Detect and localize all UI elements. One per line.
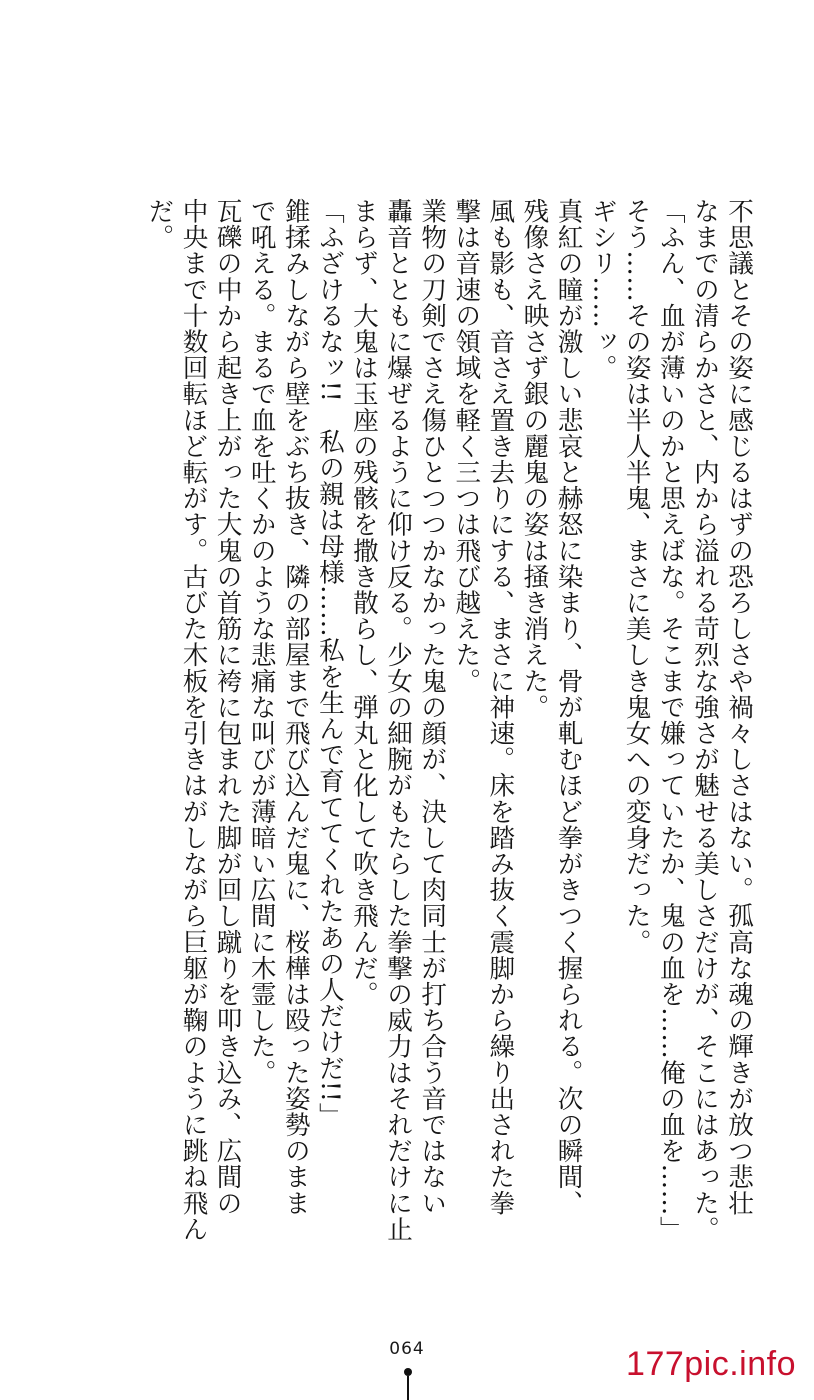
text-line: 錐揉みしながら壁をぶち抜き、隣の部屋まで飛び込んだ鬼に、桜樺は殴った姿勢のまま bbox=[280, 198, 311, 1216]
text-line: 残像さえ映さず銀の麗鬼の姿は掻き消えた。 bbox=[519, 198, 550, 720]
text-line: そう……その姿は半人半鬼、まさに美しき鬼女への変身だった。 bbox=[621, 198, 652, 955]
text-line: ギシリ……ッ。 bbox=[587, 198, 618, 381]
text-line: 瓦礫の中から起き上がった大鬼の首筋に袴に包まれた脚が回し蹴りを叩き込み、広間の bbox=[212, 198, 243, 1216]
text-line: 真紅の瞳が激しい悲哀と赫怒に染まり、骨が軋むほど拳がきつく握られる。次の瞬間、 bbox=[553, 198, 584, 1216]
watermark: 177pic.info bbox=[626, 1345, 796, 1383]
text-line: 不思議とその姿に感じるはずの恐ろしさや禍々しさはない。孤高な魂の輝きが放つ悲壮 bbox=[724, 198, 754, 1216]
text-line: なまでの清らかさと、内から溢れる苛烈な強さが魅せる美しさだけが、そこにはあった。 bbox=[689, 198, 720, 1242]
page-number: 064 bbox=[389, 1339, 425, 1359]
text-line: で吼える。まるで血を吐くかのような悲痛な叫びが薄暗い広間に木霊した。 bbox=[246, 198, 277, 1086]
text-line: 撃は音速の領域を軽く三つは飛び越えた。 bbox=[451, 198, 482, 694]
text-line: 「ふん、血が薄いのかと思えばな。そこまで嫌っていたか、鬼の血を……俺の血を……」 bbox=[655, 198, 686, 1242]
text-line: 中央まで十数回転ほど転がす。古びた木板を引きはがしながら巨躯が鞠のように跳ね飛ん bbox=[178, 198, 209, 1242]
text-line: 「ふざけるなッ!! 私の親は母様……私を生んで育ててくれたあの人だけだ!!」 bbox=[314, 198, 345, 1129]
text-line: だ。 bbox=[144, 198, 175, 251]
vertical-text-block bbox=[76, 198, 756, 1242]
page-marker-line bbox=[407, 1376, 409, 1400]
text-line: 轟音とともに爆ぜるように仰け反る。少女の細腕がもたらした拳撃の威力はそれだけに止 bbox=[383, 198, 414, 1242]
page-marker-dot-icon bbox=[404, 1368, 412, 1376]
text-line: まらず、大鬼は玉座の残骸を撒き散らし、弾丸と化して吹き飛んだ。 bbox=[348, 198, 379, 1008]
text-line: 風も影も、音さえ置き去りにする、まさに神速。床を踏み抜く震脚から繰り出された拳 bbox=[485, 198, 516, 1216]
text-line: 業物の刀剣でさえ傷ひとつつかなかった鬼の顔が、決して肉同士が打ち合う音ではない bbox=[417, 198, 448, 1216]
